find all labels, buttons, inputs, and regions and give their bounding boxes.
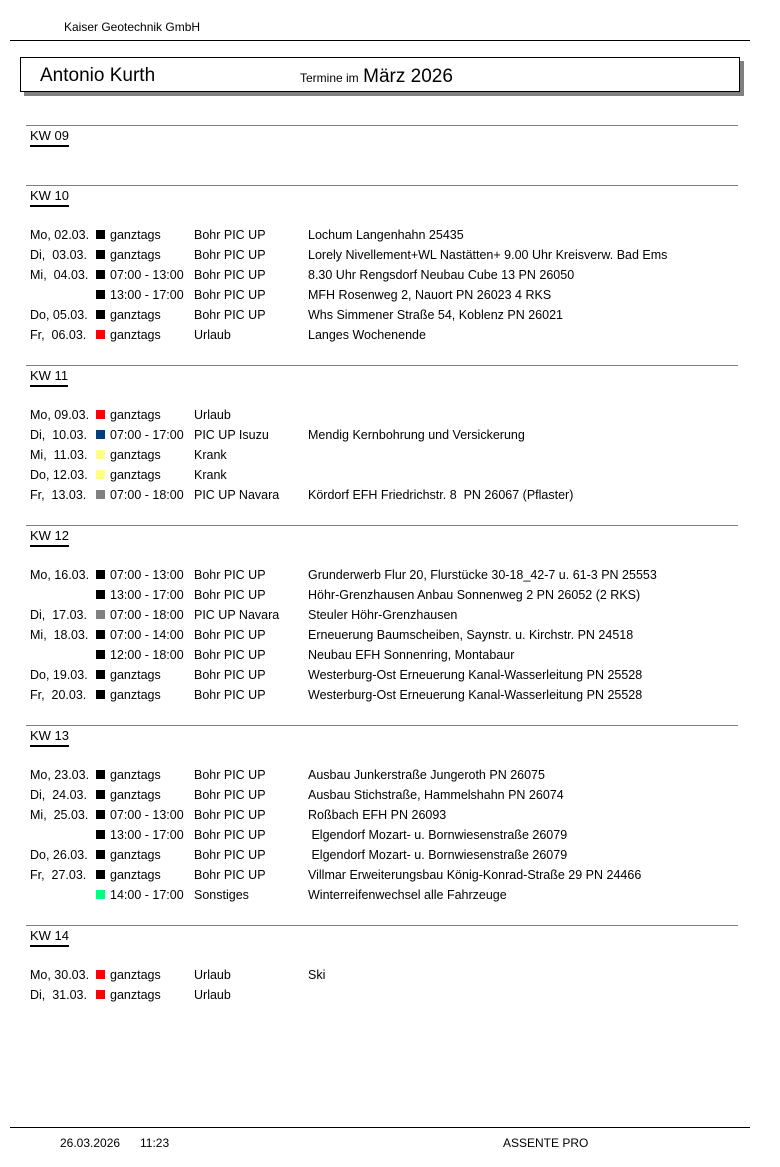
appointment-row[interactable] [26, 985, 738, 1005]
category-color-icon [96, 670, 105, 679]
appointment-description: Ausbau Junkerstraße Jungeroth PN 26075 [308, 768, 545, 782]
appointment-resource: Bohr PIC UP [194, 668, 266, 682]
title-box [20, 57, 740, 92]
period-month: März 2026 [363, 66, 453, 87]
appointment-resource: Urlaub [194, 968, 231, 982]
appointment-time: 07:00 - 14:00 [110, 628, 184, 642]
appointment-resource: Bohr PIC UP [194, 848, 266, 862]
week-divider [26, 925, 738, 926]
category-color-icon [96, 870, 105, 879]
appointment-row[interactable] [26, 405, 738, 425]
appointment-description: Villmar Erweiterungsbau König-Konrad-Straße 29 PN 24466 [308, 868, 642, 882]
category-color-icon [96, 890, 105, 899]
appointment-resource: Bohr PIC UP [194, 648, 266, 662]
appointment-resource: Bohr PIC UP [194, 568, 266, 582]
category-color-icon [96, 630, 105, 639]
appointment-day: Di, 10.03. [30, 428, 87, 442]
appointment-row[interactable] [26, 625, 738, 645]
week-label: KW 10 [30, 188, 69, 207]
category-color-icon [96, 970, 105, 979]
appointment-day: Mi, 04.03. [30, 268, 89, 282]
category-color-icon [96, 290, 105, 299]
appointment-resource: Bohr PIC UP [194, 588, 266, 602]
appointment-time: ganztags [110, 248, 161, 262]
appointment-time: 07:00 - 13:00 [110, 808, 184, 822]
week-divider [26, 185, 738, 186]
category-color-icon [96, 410, 105, 419]
appointment-description: 8.30 Uhr Rengsdorf Neubau Cube 13 PN 26050 [308, 268, 575, 282]
appointment-time: 13:00 - 17:00 [110, 288, 184, 302]
appointment-day: Mi, 25.03. [30, 808, 89, 822]
appointment-row[interactable] [26, 765, 738, 785]
appointment-row[interactable] [26, 685, 738, 705]
appointment-time: 13:00 - 17:00 [110, 828, 184, 842]
appointment-description: MFH Rosenweg 2, Nauort PN 26023 4 RKS [308, 288, 552, 302]
appointment-resource: Bohr PIC UP [194, 768, 266, 782]
appointment-description: Westerburg-Ost Erneuerung Kanal-Wasserleitung PN 25528 [308, 688, 643, 702]
appointment-day: Mi, 18.03. [30, 628, 89, 642]
appointment-resource: Krank [194, 448, 227, 462]
appointment-description: Roßbach EFH PN 26093 [308, 808, 447, 822]
appointment-resource: Bohr PIC UP [194, 808, 266, 822]
appointment-row[interactable] [26, 465, 738, 485]
appointment-description: Erneuerung Baumscheiben, Saynstr. u. Kirchstr. PN 24518 [308, 628, 634, 642]
appointment-time: ganztags [110, 788, 161, 802]
appointment-time: 12:00 - 18:00 [110, 648, 184, 662]
appointment-day: Fr, 27.03. [30, 868, 87, 882]
period-title [300, 66, 453, 88]
person-name: Antonio Kurth [40, 65, 156, 86]
appointment-resource: Urlaub [194, 988, 231, 1002]
appointment-resource: Bohr PIC UP [194, 228, 266, 242]
appointment-description: Whs Simmener Straße 54, Koblenz PN 26021 [308, 308, 563, 322]
appointment-time: ganztags [110, 228, 161, 242]
category-color-icon [96, 230, 105, 239]
appointment-description: Kördorf EFH Friedrichstr. 8 PN 26067 (Pflaster) [308, 488, 574, 502]
appointment-resource: Urlaub [194, 328, 231, 342]
appointment-resource: Krank [194, 468, 227, 482]
appointment-row[interactable] [26, 245, 738, 265]
appointment-time: 07:00 - 13:00 [110, 268, 184, 282]
appointment-resource: PIC UP Isuzu [194, 428, 269, 442]
appointment-list [26, 965, 738, 1005]
appointment-resource: Bohr PIC UP [194, 248, 266, 262]
category-color-icon [96, 490, 105, 499]
appointment-day: Mo, 30.03. [30, 968, 90, 982]
appointment-row[interactable] [26, 865, 738, 885]
appointment-day: Fr, 06.03. [30, 328, 87, 342]
appointment-time: 07:00 - 18:00 [110, 488, 184, 502]
appointment-row[interactable] [26, 605, 738, 625]
appointment-resource: Bohr PIC UP [194, 828, 266, 842]
appointment-time: ganztags [110, 328, 161, 342]
appointment-resource: PIC UP Navara [194, 488, 280, 502]
week-divider [26, 525, 738, 526]
appointment-row[interactable] [26, 445, 738, 465]
category-color-icon [96, 990, 105, 999]
appointment-day: Do, 05.03. [30, 308, 88, 322]
appointment-day: Di, 31.03. [30, 988, 87, 1002]
appointment-resource: Bohr PIC UP [194, 688, 266, 702]
appointment-list [26, 225, 738, 345]
appointment-row[interactable] [26, 825, 738, 845]
appointment-resource: Bohr PIC UP [194, 788, 266, 802]
appointment-description: Langes Wochenende [308, 328, 426, 342]
appointment-time: ganztags [110, 668, 161, 682]
appointment-list [26, 405, 738, 505]
appointment-day: Fr, 20.03. [30, 688, 87, 702]
appointment-day: Do, 26.03. [30, 848, 88, 862]
company-name: Kaiser Geotechnik GmbH [64, 20, 201, 34]
category-color-icon [96, 690, 105, 699]
appointment-day: Do, 19.03. [30, 668, 88, 682]
week-label: KW 14 [30, 928, 69, 947]
week-label: KW 12 [30, 528, 69, 547]
appointment-time: 07:00 - 18:00 [110, 608, 184, 622]
appointment-row[interactable] [26, 885, 738, 905]
appointment-time: ganztags [110, 968, 161, 982]
category-color-icon [96, 570, 105, 579]
print-date: 26.03.2026 [60, 1136, 121, 1150]
appointment-description: Ski [308, 968, 326, 982]
appointment-resource: Bohr PIC UP [194, 868, 266, 882]
appointment-row[interactable] [26, 785, 738, 805]
category-color-icon [96, 830, 105, 839]
appointment-row[interactable] [26, 585, 738, 605]
appointment-time: 07:00 - 13:00 [110, 568, 184, 582]
week-divider [26, 125, 738, 126]
appointment-row[interactable] [26, 265, 738, 285]
appointment-row[interactable] [26, 665, 738, 685]
appointment-description: Elgendorf Mozart- u. Bornwiesenstraße 26079 [308, 848, 568, 862]
week-label: KW 09 [30, 128, 69, 147]
category-color-icon [96, 450, 105, 459]
appointment-row[interactable] [26, 285, 738, 305]
appointment-time: ganztags [110, 868, 161, 882]
appointment-row[interactable] [26, 565, 738, 585]
appointment-description: Ausbau Stichstraße, Hammelshahn PN 26074 [308, 788, 564, 802]
appointment-time: ganztags [110, 408, 161, 422]
appointment-resource: Bohr PIC UP [194, 268, 266, 282]
appointment-resource: Urlaub [194, 408, 231, 422]
appointment-row[interactable] [26, 425, 738, 445]
app-name: ASSENTE PRO [503, 1136, 589, 1150]
appointment-row[interactable] [26, 305, 738, 325]
category-color-icon [96, 790, 105, 799]
appointment-description: Winterreifenwechsel alle Fahrzeuge [308, 888, 507, 902]
print-time: 11:23 [140, 1136, 170, 1150]
appointment-list [26, 565, 738, 705]
category-color-icon [96, 430, 105, 439]
appointment-row[interactable] [26, 325, 738, 345]
appointment-row[interactable] [26, 805, 738, 825]
appointment-row[interactable] [26, 965, 738, 985]
appointment-resource: PIC UP Navara [194, 608, 280, 622]
appointment-day: Do, 12.03. [30, 468, 88, 482]
appointment-description: Lochum Langenhahn 25435 [308, 228, 464, 242]
appointment-description: Höhr-Grenzhausen Anbau Sonnenweg 2 PN 26052 (2 RKS) [308, 588, 641, 602]
appointment-day: Fr, 13.03. [30, 488, 87, 502]
category-color-icon [96, 250, 105, 259]
period-prefix: Termine im [300, 71, 359, 85]
appointment-row[interactable] [26, 645, 738, 665]
appointment-time: ganztags [110, 768, 161, 782]
category-color-icon [96, 590, 105, 599]
appointment-time: ganztags [110, 308, 161, 322]
category-color-icon [96, 610, 105, 619]
category-color-icon [96, 470, 105, 479]
appointment-time: ganztags [110, 848, 161, 862]
appointment-day: Mo, 23.03. [30, 768, 90, 782]
appointment-time: 07:00 - 17:00 [110, 428, 184, 442]
appointment-day: Di, 03.03. [30, 248, 87, 262]
header-divider [10, 40, 750, 41]
appointment-time: ganztags [110, 448, 161, 462]
appointment-row[interactable] [26, 845, 738, 865]
category-color-icon [96, 310, 105, 319]
appointment-day: Mo, 16.03. [30, 568, 90, 582]
appointment-time: 13:00 - 17:00 [110, 588, 184, 602]
appointment-day: Mo, 09.03. [30, 408, 90, 422]
appointment-description: Westerburg-Ost Erneuerung Kanal-Wasserleitung PN 25528 [308, 668, 643, 682]
appointment-day: Di, 17.03. [30, 608, 87, 622]
category-color-icon [96, 330, 105, 339]
appointment-description: Grunderwerb Flur 20, Flurstücke 30-18_42-7 u. 61-3 PN 25553 [308, 568, 657, 582]
appointment-day: Mo, 02.03. [30, 228, 90, 242]
appointment-time: 14:00 - 17:00 [110, 888, 184, 902]
footer-divider [10, 1127, 750, 1128]
week-label: KW 13 [30, 728, 69, 747]
appointment-description: Elgendorf Mozart- u. Bornwiesenstraße 26079 [308, 828, 568, 842]
appointment-day: Mi, 11.03. [30, 448, 88, 462]
appointment-resource: Bohr PIC UP [194, 308, 266, 322]
appointment-description: Lorely Nivellement+WL Nastätten+ 9.00 Uhr Kreisverw. Bad Ems [308, 248, 668, 262]
appointment-row[interactable] [26, 225, 738, 245]
appointment-resource: Bohr PIC UP [194, 288, 266, 302]
category-color-icon [96, 650, 105, 659]
appointment-description: Steuler Höhr-Grenzhausen [308, 608, 458, 622]
appointment-time: ganztags [110, 988, 161, 1002]
appointment-day: Di, 24.03. [30, 788, 87, 802]
category-color-icon [96, 810, 105, 819]
appointment-resource: Bohr PIC UP [194, 628, 266, 642]
week-divider [26, 725, 738, 726]
appointment-list [26, 765, 738, 905]
appointment-description: Neubau EFH Sonnenring, Montabaur [308, 648, 515, 662]
appointment-time: ganztags [110, 468, 161, 482]
appointment-description: Mendig Kernbohrung und Versickerung [308, 428, 525, 442]
appointment-resource: Sonstiges [194, 888, 249, 902]
appointment-time: ganztags [110, 688, 161, 702]
appointment-row[interactable] [26, 485, 738, 505]
category-color-icon [96, 850, 105, 859]
category-color-icon [96, 770, 105, 779]
week-label: KW 11 [30, 368, 68, 387]
category-color-icon [96, 270, 105, 279]
week-divider [26, 365, 738, 366]
